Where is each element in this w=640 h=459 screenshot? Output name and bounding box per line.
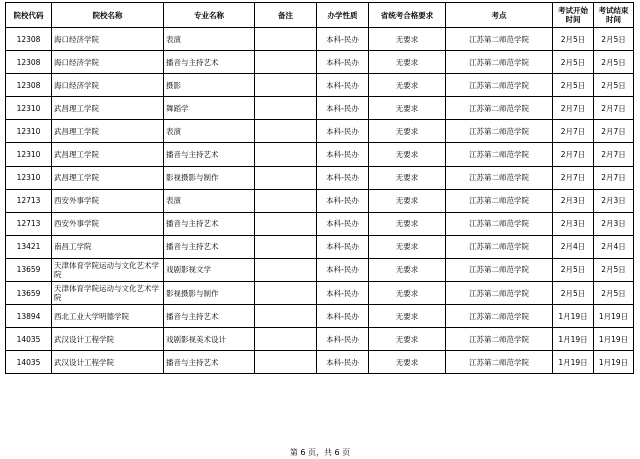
page-footer: 第 6 页，共 6 页 [289,448,351,457]
cell-end: 2月3日 [594,189,634,212]
cell-requirement: 无要求 [369,51,446,74]
cell-requirement: 无要求 [369,189,446,212]
cell-major: 播音与主持艺术 [164,235,255,258]
cell-site: 江苏第二师范学院 [446,28,553,51]
cell-requirement: 无要求 [369,74,446,97]
cell-start: 2月7日 [553,143,594,166]
cell-major: 戏剧影视文学 [164,258,255,281]
cell-major: 表演 [164,120,255,143]
cell-note [255,212,317,235]
cell-note [255,282,317,305]
cell-site: 江苏第二师范学院 [446,212,553,235]
cell-school: 武汉设计工程学院 [52,328,164,351]
cell-nature: 本科-民办 [317,258,369,281]
cell-site: 江苏第二师范学院 [446,74,553,97]
cell-end: 2月5日 [594,51,634,74]
cell-code: 12308 [6,28,52,51]
cell-major: 播音与主持艺术 [164,212,255,235]
cell-end: 2月5日 [594,74,634,97]
cell-major: 戏剧影视美术设计 [164,328,255,351]
cell-site: 江苏第二师范学院 [446,97,553,120]
cell-end: 2月4日 [594,235,634,258]
cell-site: 江苏第二师范学院 [446,166,553,189]
table-row [6,120,634,143]
table-row [6,351,634,374]
cell-code: 12713 [6,189,52,212]
cell-requirement: 无要求 [369,258,446,281]
cell-start: 2月7日 [553,97,594,120]
cell-site: 江苏第二师范学院 [446,282,553,305]
cell-school: 海口经济学院 [52,28,164,51]
table-row [6,189,634,212]
header-nature: 办学性质 [317,3,369,28]
cell-school: 西安外事学院 [52,212,164,235]
header-site: 考点 [446,3,553,28]
cell-end: 2月5日 [594,258,634,281]
cell-code: 12308 [6,74,52,97]
cell-school: 西北工业大学明德学院 [52,305,164,328]
cell-note [255,74,317,97]
cell-site: 江苏第二师范学院 [446,235,553,258]
cell-nature: 本科-民办 [317,189,369,212]
cell-nature: 本科-民办 [317,51,369,74]
cell-major: 播音与主持艺术 [164,51,255,74]
cell-code: 12310 [6,166,52,189]
cell-note [255,235,317,258]
cell-nature: 本科-民办 [317,143,369,166]
cell-end: 2月5日 [594,28,634,51]
header-major: 专业名称 [164,3,255,28]
cell-nature: 本科-民办 [317,166,369,189]
cell-start: 2月5日 [553,282,594,305]
cell-school: 海口经济学院 [52,51,164,74]
cell-nature: 本科-民办 [317,235,369,258]
cell-end: 2月3日 [594,212,634,235]
cell-school: 武昌理工学院 [52,120,164,143]
cell-nature: 本科-民办 [317,120,369,143]
table-row [6,328,634,351]
cell-end: 1月19日 [594,305,634,328]
cell-requirement: 无要求 [369,282,446,305]
header-end: 考试结束时间 [594,3,634,28]
cell-major: 摄影 [164,74,255,97]
cell-note [255,351,317,374]
cell-start: 2月4日 [553,235,594,258]
cell-major: 播音与主持艺术 [164,351,255,374]
cell-major: 影视摄影与制作 [164,166,255,189]
cell-school: 天津体育学院运动与文化艺术学院 [52,282,164,305]
cell-note [255,189,317,212]
cell-end: 2月7日 [594,166,634,189]
cell-major: 影视摄影与制作 [164,282,255,305]
cell-code: 13659 [6,258,52,281]
cell-code: 12310 [6,120,52,143]
cell-nature: 本科-民办 [317,351,369,374]
cell-school: 海口经济学院 [52,74,164,97]
cell-code: 14035 [6,328,52,351]
cell-end: 2月7日 [594,143,634,166]
cell-school: 武昌理工学院 [52,166,164,189]
cell-requirement: 无要求 [369,120,446,143]
cell-note [255,28,317,51]
header-code: 院校代码 [6,3,52,28]
cell-code: 12310 [6,143,52,166]
cell-note [255,143,317,166]
cell-nature: 本科-民办 [317,74,369,97]
table-row [6,51,634,74]
cell-note [255,97,317,120]
cell-code: 12310 [6,97,52,120]
table-row [6,305,634,328]
table-row [6,28,634,51]
cell-site: 江苏第二师范学院 [446,51,553,74]
cell-requirement: 无要求 [369,305,446,328]
cell-end: 2月5日 [594,282,634,305]
cell-site: 江苏第二师范学院 [446,351,553,374]
cell-nature: 本科-民办 [317,28,369,51]
header-row [6,3,634,28]
cell-requirement: 无要求 [369,143,446,166]
cell-site: 江苏第二师范学院 [446,258,553,281]
cell-site: 江苏第二师范学院 [446,189,553,212]
cell-nature: 本科-民办 [317,305,369,328]
cell-start: 1月19日 [553,351,594,374]
table-row [6,74,634,97]
cell-requirement: 无要求 [369,212,446,235]
table-row [6,143,634,166]
cell-note [255,120,317,143]
cell-note [255,166,317,189]
cell-start: 1月19日 [553,305,594,328]
table-row [6,235,634,258]
cell-note [255,258,317,281]
cell-requirement: 无要求 [369,28,446,51]
cell-start: 2月3日 [553,189,594,212]
table-body [6,28,634,374]
cell-major: 表演 [164,28,255,51]
cell-major: 表演 [164,189,255,212]
cell-end: 1月19日 [594,351,634,374]
cell-site: 江苏第二师范学院 [446,305,553,328]
cell-school: 武昌理工学院 [52,143,164,166]
cell-requirement: 无要求 [369,235,446,258]
cell-note [255,305,317,328]
cell-end: 1月19日 [594,328,634,351]
cell-note [255,51,317,74]
cell-school: 南昌工学院 [52,235,164,258]
exam-schedule-table [5,2,634,374]
cell-start: 2月5日 [553,51,594,74]
header-requirement: 省统考合格要求 [369,3,446,28]
cell-code: 14035 [6,351,52,374]
cell-requirement: 无要求 [369,351,446,374]
cell-end: 2月7日 [594,120,634,143]
cell-major: 舞蹈学 [164,97,255,120]
table-row [6,282,634,305]
cell-code: 13894 [6,305,52,328]
cell-school: 天津体育学院运动与文化艺术学院 [52,258,164,281]
table-row [6,212,634,235]
cell-start: 1月19日 [553,328,594,351]
cell-nature: 本科-民办 [317,212,369,235]
header-school: 院校名称 [52,3,164,28]
cell-requirement: 无要求 [369,328,446,351]
cell-nature: 本科-民办 [317,282,369,305]
cell-requirement: 无要求 [369,97,446,120]
cell-start: 2月7日 [553,166,594,189]
cell-code: 13659 [6,282,52,305]
cell-end: 2月7日 [594,97,634,120]
header-start: 考试开始时间 [553,3,594,28]
cell-code: 12308 [6,51,52,74]
table-row [6,166,634,189]
cell-school: 西安外事学院 [52,189,164,212]
cell-start: 2月3日 [553,212,594,235]
cell-requirement: 无要求 [369,166,446,189]
cell-start: 2月5日 [553,74,594,97]
cell-school: 武汉设计工程学院 [52,351,164,374]
cell-start: 2月7日 [553,120,594,143]
cell-start: 2月5日 [553,28,594,51]
cell-school: 武昌理工学院 [52,97,164,120]
header-note: 备注 [255,3,317,28]
cell-note [255,328,317,351]
cell-code: 12713 [6,212,52,235]
cell-code: 13421 [6,235,52,258]
cell-nature: 本科-民办 [317,328,369,351]
table-row [6,97,634,120]
table-row [6,258,634,281]
cell-site: 江苏第二师范学院 [446,143,553,166]
cell-major: 播音与主持艺术 [164,143,255,166]
cell-site: 江苏第二师范学院 [446,120,553,143]
cell-major: 播音与主持艺术 [164,305,255,328]
cell-start: 2月5日 [553,258,594,281]
cell-nature: 本科-民办 [317,97,369,120]
cell-site: 江苏第二师范学院 [446,328,553,351]
